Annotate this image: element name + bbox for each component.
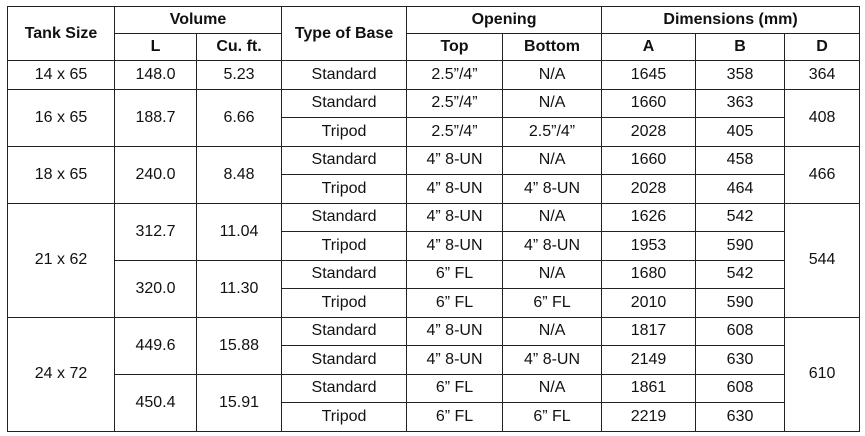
cell-tank-size: 18 x 65: [8, 146, 115, 203]
cell-base: Standard: [282, 346, 407, 375]
cell-volume-cuft: 5.23: [197, 61, 282, 90]
cell-volume-cuft: 15.91: [197, 374, 282, 431]
table-row: [8, 260, 860, 289]
header-tank-size: Tank Size: [8, 7, 115, 61]
cell-tank-size: 16 x 65: [8, 89, 115, 146]
cell-top: 6” FL: [407, 260, 503, 289]
cell-dim-d: 408: [785, 89, 860, 146]
table-row: [8, 203, 860, 232]
cell-dim-b: 363: [696, 89, 785, 118]
cell-top: 6” FL: [407, 403, 503, 432]
cell-base: Standard: [282, 203, 407, 232]
cell-dim-b: 405: [696, 118, 785, 147]
table-row: [8, 317, 860, 346]
cell-top: 4” 8-UN: [407, 146, 503, 175]
cell-volume-l: 320.0: [115, 260, 197, 317]
cell-bottom: N/A: [503, 61, 602, 90]
cell-bottom: 2.5”/4”: [503, 118, 602, 147]
cell-dim-d: 466: [785, 146, 860, 203]
cell-bottom: 6” FL: [503, 289, 602, 318]
header-volume-l: L: [115, 34, 197, 61]
cell-volume-cuft: 8.48: [197, 146, 282, 203]
cell-top: 4” 8-UN: [407, 317, 503, 346]
cell-dim-a: 2028: [602, 118, 696, 147]
header-dimensions: Dimensions (mm): [602, 7, 860, 34]
cell-base: Tripod: [282, 403, 407, 432]
cell-dim-b: 458: [696, 146, 785, 175]
cell-dim-b: 608: [696, 374, 785, 403]
cell-tank-size: 24 x 72: [8, 317, 115, 431]
cell-volume-l: 148.0: [115, 61, 197, 90]
cell-top: 4” 8-UN: [407, 203, 503, 232]
cell-dim-a: 2219: [602, 403, 696, 432]
cell-bottom: N/A: [503, 89, 602, 118]
header-type-of-base: Type of Base: [282, 7, 407, 61]
cell-volume-l: 312.7: [115, 203, 197, 260]
cell-bottom: 4” 8-UN: [503, 346, 602, 375]
cell-base: Standard: [282, 61, 407, 90]
table-row: [8, 146, 860, 175]
cell-bottom: 4” 8-UN: [503, 175, 602, 204]
header-dim-b: B: [696, 34, 785, 61]
cell-dim-a: 1660: [602, 89, 696, 118]
cell-tank-size: 14 x 65: [8, 61, 115, 90]
cell-dim-a: 2149: [602, 346, 696, 375]
cell-dim-b: 464: [696, 175, 785, 204]
table-row: [8, 89, 860, 118]
table-row: [8, 374, 860, 403]
cell-top: 6” FL: [407, 374, 503, 403]
cell-top: 6” FL: [407, 289, 503, 318]
cell-dim-a: 1626: [602, 203, 696, 232]
cell-dim-d: 610: [785, 317, 860, 431]
cell-volume-l: 188.7: [115, 89, 197, 146]
cell-top: 4” 8-UN: [407, 232, 503, 261]
cell-dim-d: 544: [785, 203, 860, 317]
header-volume-cuft: Cu. ft.: [197, 34, 282, 61]
cell-dim-a: 1817: [602, 317, 696, 346]
cell-volume-cuft: 11.04: [197, 203, 282, 260]
cell-bottom: 6” FL: [503, 403, 602, 432]
cell-volume-cuft: 11.30: [197, 260, 282, 317]
cell-dim-a: 1660: [602, 146, 696, 175]
cell-top: 2.5”/4”: [407, 61, 503, 90]
cell-bottom: 4” 8-UN: [503, 232, 602, 261]
cell-base: Tripod: [282, 175, 407, 204]
cell-top: 2.5”/4”: [407, 118, 503, 147]
tank-specifications-table: [7, 6, 860, 432]
table-row: [8, 61, 860, 90]
cell-bottom: N/A: [503, 317, 602, 346]
cell-top: 4” 8-UN: [407, 346, 503, 375]
cell-base: Standard: [282, 146, 407, 175]
cell-dim-b: 630: [696, 346, 785, 375]
cell-dim-a: 1953: [602, 232, 696, 261]
cell-volume-cuft: 6.66: [197, 89, 282, 146]
cell-base: Tripod: [282, 232, 407, 261]
cell-dim-a: 1680: [602, 260, 696, 289]
cell-dim-a: 1861: [602, 374, 696, 403]
cell-dim-a: 1645: [602, 61, 696, 90]
cell-base: Tripod: [282, 118, 407, 147]
header-dim-d: D: [785, 34, 860, 61]
cell-volume-l: 449.6: [115, 317, 197, 374]
cell-bottom: N/A: [503, 260, 602, 289]
cell-dim-b: 542: [696, 260, 785, 289]
cell-dim-b: 590: [696, 289, 785, 318]
cell-dim-b: 542: [696, 203, 785, 232]
cell-base: Standard: [282, 374, 407, 403]
cell-dim-b: 358: [696, 61, 785, 90]
cell-bottom: N/A: [503, 203, 602, 232]
header-volume: Volume: [115, 7, 282, 34]
cell-dim-d: 364: [785, 61, 860, 90]
cell-base: Tripod: [282, 289, 407, 318]
cell-base: Standard: [282, 89, 407, 118]
cell-volume-l: 450.4: [115, 374, 197, 431]
cell-volume-l: 240.0: [115, 146, 197, 203]
cell-tank-size: 21 x 62: [8, 203, 115, 317]
header-opening-top: Top: [407, 34, 503, 61]
cell-dim-b: 590: [696, 232, 785, 261]
header-opening: Opening: [407, 7, 602, 34]
cell-dim-a: 2028: [602, 175, 696, 204]
cell-base: Standard: [282, 260, 407, 289]
cell-base: Standard: [282, 317, 407, 346]
cell-bottom: N/A: [503, 146, 602, 175]
cell-dim-b: 630: [696, 403, 785, 432]
header-dim-a: A: [602, 34, 696, 61]
cell-dim-a: 2010: [602, 289, 696, 318]
cell-volume-cuft: 15.88: [197, 317, 282, 374]
cell-bottom: N/A: [503, 374, 602, 403]
cell-top: 2.5”/4”: [407, 89, 503, 118]
cell-top: 4” 8-UN: [407, 175, 503, 204]
header-opening-bottom: Bottom: [503, 34, 602, 61]
cell-dim-b: 608: [696, 317, 785, 346]
